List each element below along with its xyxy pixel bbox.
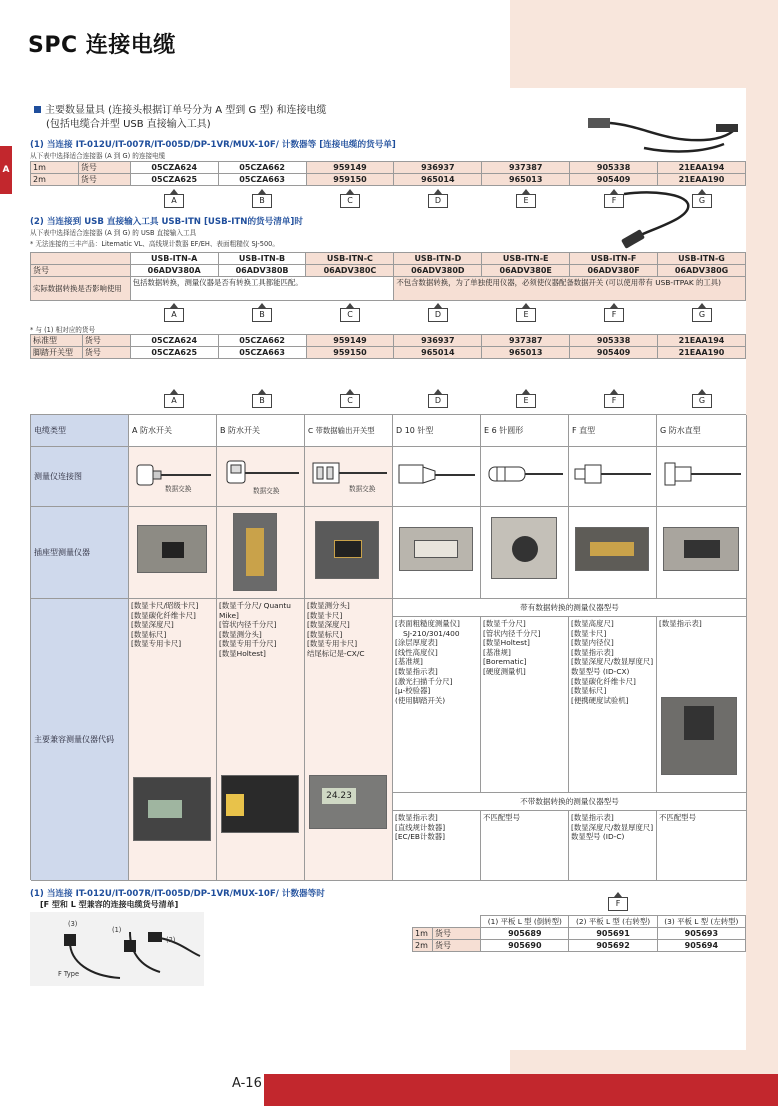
part-cell: 959150 <box>306 174 394 186</box>
model-cell: USB-ITN-F <box>570 253 658 265</box>
side-tab: A <box>0 146 12 194</box>
page-number: A-16 <box>232 1076 262 1091</box>
connector-d-icon <box>393 447 479 505</box>
micrometer-photo-b <box>221 775 299 833</box>
page-title: SPC 连接电缆 <box>28 33 176 58</box>
part-cell: 06ADV380B <box>218 265 306 277</box>
letter-marker: D <box>428 194 448 208</box>
without-switch-header: 不带数据转换的测量仪器型号 <box>393 793 747 811</box>
letter-marker: G <box>692 194 712 208</box>
column-header: (2) 平板 L 型 (右转型) <box>569 916 657 928</box>
part-cell: 21EAA194 <box>658 335 746 347</box>
socket-f-photo <box>575 527 649 571</box>
length-cell: 1m <box>31 162 79 174</box>
callout-3: (3) <box>68 920 78 928</box>
connector-a-icon <box>129 447 215 505</box>
letter-marker: G <box>692 308 712 322</box>
part-cell: 05CZA625 <box>130 347 218 359</box>
f-type-label: F Type <box>58 970 80 978</box>
connector-diagram-cell <box>393 447 481 507</box>
part-cell: 965013 <box>482 347 570 359</box>
codes-col-d-without: [数显指示表] [直线规计数器] [EC/EB计数器] <box>393 811 481 881</box>
model-cell: USB-ITN-C <box>306 253 394 265</box>
part-cell: 05CZA662 <box>218 335 306 347</box>
part-cell: 05CZA624 <box>130 162 218 174</box>
part-cell: 05CZA663 <box>218 347 306 359</box>
type-header: C 带数据输出开关型 <box>305 415 393 447</box>
codes-col-e-without: 不匹配型号 <box>481 811 569 881</box>
section2-cable-table <box>30 334 746 359</box>
intro-line1: 主要数显量具 (连接头根据订单号分为 A 型到 G 型) 和连接电缆 <box>45 105 327 116</box>
socket-g-photo <box>663 527 739 571</box>
codes-col-f-without: [数显指示表] [数显深度尺/数显厚度尺] 数显型号 (ID-C) <box>569 811 657 881</box>
part-cell: 959149 <box>306 335 394 347</box>
letter-marker: E <box>516 308 536 322</box>
square-bullet-icon <box>34 106 41 113</box>
type-cell: 脚踏开关型 <box>31 347 83 359</box>
codes-col-e-with: [数显千分尺] [管状内径千分尺] [数显Holtest] [基准规] [Borematic] [硬度测量机] <box>481 617 569 793</box>
cable-image-1 <box>584 114 744 156</box>
part-cell: 06ADV380G <box>658 265 746 277</box>
type-header: B 防水开关 <box>217 415 305 447</box>
codes-col-f-with: [数显高度尺] [数显卡尺] [数显内径仪] [数显指示表] [数显深度尺/数显厚度尺] 数显型号 (ID-CX) [数显碳化纤维卡尺] [数显标尺] [便携硬度试验机] <box>569 617 657 793</box>
model-cell: USB-ITN-B <box>218 253 306 265</box>
part-cell: 05CZA624 <box>130 335 218 347</box>
part-cell: 06ADV380E <box>482 265 570 277</box>
part-cell: 06ADV380F <box>570 265 658 277</box>
intro-line2: (包括电缆合并型 USB 直接输入工具) <box>46 119 211 130</box>
compatibility-grid <box>30 414 746 880</box>
part-cell: 905692 <box>569 940 657 952</box>
codes-col-g-without: 不匹配型号 <box>657 811 747 881</box>
section3-subtitle: [F 型和 L 型兼容的连接电缆货号清单] <box>40 900 179 909</box>
caliper-photo-c <box>309 775 387 829</box>
socket-cell <box>569 507 657 599</box>
section2-subtitle: 从下表中选择适合连接器 (A 到 G) 的 USB 直接输入工具 <box>30 229 197 237</box>
switch-note-abc: 包括数据转换，测量仪器是否有转换工具都能匹配。 <box>130 277 394 301</box>
socket-cell <box>305 507 393 599</box>
letter-marker: E <box>516 194 536 208</box>
part-cell: 936937 <box>394 335 482 347</box>
part-cell: 06ADV380C <box>306 265 394 277</box>
codes-col-g-with: [数显指示表] <box>657 617 747 793</box>
part-cell: 21EAA194 <box>658 162 746 174</box>
label-cell: 货号 <box>78 174 130 186</box>
letter-marker: D <box>428 394 448 408</box>
label-cell: 货号 <box>433 928 481 940</box>
part-cell: 905691 <box>569 928 657 940</box>
column-header: (3) 平板 L 型 (左转型) <box>657 916 745 928</box>
socket-cell <box>217 507 305 599</box>
section1-table <box>30 161 746 186</box>
socket-cell <box>129 507 217 599</box>
part-cell: 05CZA625 <box>130 174 218 186</box>
part-cell: 05CZA662 <box>218 162 306 174</box>
length-cell: 1m <box>413 928 433 940</box>
table-row <box>31 277 746 301</box>
table-row <box>413 940 746 952</box>
column-header: (1) 平板 L 型 (倒转型) <box>481 916 569 928</box>
indicator-photo-g <box>661 697 737 775</box>
model-cell: USB-ITN-A <box>130 253 218 265</box>
type-header: A 防水开关 <box>129 415 217 447</box>
socket-d-photo <box>399 527 473 571</box>
section1-subtitle: 从下表中选择适合连接器 (A 到 G) 的连接电缆 <box>30 152 166 160</box>
section3-table <box>412 915 746 952</box>
codes-col-a: [数显卡尺/昭级卡尺] [数显碳化纤维卡尺] [数显深度尺] [数显标尺] [数显专用卡尺] <box>129 599 217 881</box>
connector-diagram-cell <box>129 447 217 507</box>
letter-marker: C <box>340 194 360 208</box>
letter-marker: G <box>692 394 712 408</box>
type-cell: 标准型 <box>31 335 83 347</box>
part-cell: 905338 <box>570 162 658 174</box>
model-cell: USB-ITN-D <box>394 253 482 265</box>
connector-diagram-cell <box>657 447 747 507</box>
part-cell: 905409 <box>570 174 658 186</box>
part-cell: 965013 <box>482 174 570 186</box>
part-cell: 936937 <box>394 162 482 174</box>
connector-diagram-cell <box>569 447 657 507</box>
connector-e-icon <box>481 447 567 505</box>
part-cell: 05CZA663 <box>218 174 306 186</box>
same-number-note: * 与 (1) 相对应的货号 <box>30 326 96 334</box>
switch-note-defg: 不包含数据转换，为了单独使用仪器，必须使仪器配备数据开关 (可以使用带有 USB-ITPAK 的工具) <box>394 277 746 301</box>
letter-marker: B <box>252 394 272 408</box>
part-cell: 905689 <box>481 928 569 940</box>
table-row <box>413 916 746 928</box>
data-switch-label: 数据交换 <box>253 487 280 495</box>
callout-1: (1) <box>112 926 122 934</box>
f-type-cable-image <box>30 912 204 986</box>
label-cell: 货号 <box>433 940 481 952</box>
type-header: G 防水直型 <box>657 415 747 447</box>
part-cell: 21EAA190 <box>658 347 746 359</box>
connector-b-icon <box>217 447 303 505</box>
connector-g-icon <box>657 447 745 505</box>
table-row <box>31 265 746 277</box>
letter-marker: F <box>604 394 624 408</box>
letter-marker: F <box>604 194 624 208</box>
type-header: E 6 针圆形 <box>481 415 569 447</box>
with-switch-header: 带有数据转换的测量仪器型号 <box>393 599 747 617</box>
part-cell: 905338 <box>570 335 658 347</box>
connector-f-icon <box>569 447 655 505</box>
part-cell: 06ADV380D <box>394 265 482 277</box>
socket-cell <box>481 507 569 599</box>
type-header: F 直型 <box>569 415 657 447</box>
letter-marker: B <box>252 308 272 322</box>
letter-marker: E <box>516 394 536 408</box>
socket-cell <box>393 507 481 599</box>
letter-marker: C <box>340 308 360 322</box>
letter-marker: F <box>604 308 624 322</box>
part-cell: 21EAA190 <box>658 174 746 186</box>
footer-bar <box>264 1074 778 1106</box>
part-cell: 965014 <box>394 174 482 186</box>
row-label: 主要兼容测量仪器代码 <box>31 599 129 881</box>
section2-note: * 无法连接的三丰产品：Litematic VL、高线规计数器 EF/EH、表面粗糙仪 SJ-500。 <box>30 240 279 248</box>
part-cell: 905690 <box>481 940 569 952</box>
model-cell: USB-ITN-G <box>658 253 746 265</box>
usb-cable-image <box>614 188 694 252</box>
socket-b-photo <box>233 513 277 591</box>
part-cell: 905694 <box>657 940 745 952</box>
part-cell: 959149 <box>306 162 394 174</box>
connector-diagram-cell <box>305 447 393 507</box>
part-cell: 959150 <box>306 347 394 359</box>
table-row <box>31 347 746 359</box>
part-cell: 937387 <box>482 335 570 347</box>
socket-cell <box>657 507 747 599</box>
table-row <box>31 253 746 265</box>
row-label: 测量仪连接图 <box>31 447 129 507</box>
label-cell: 货号 <box>31 265 131 277</box>
letter-marker: A <box>164 194 184 208</box>
model-cell: USB-ITN-E <box>482 253 570 265</box>
part-cell: 06ADV380A <box>130 265 218 277</box>
data-switch-label: 数据交换 <box>165 485 192 493</box>
codes-col-b: [数显千分尺/ Quantu Mike] [管状内径千分尺] [数显测分头] [数显专用千分尺] [数显Holtest] <box>217 599 305 881</box>
switch-label: 实际数据转换是否影响使用 <box>31 277 131 301</box>
part-cell: 965014 <box>394 347 482 359</box>
section1-title: (1) 当连接 IT-012U/IT-007R/IT-005D/DP-1VR/MUX-10F/ 计数器等 [连接电缆的货号单] <box>30 140 396 150</box>
part-cell: 937387 <box>482 162 570 174</box>
connector-diagram-cell <box>481 447 569 507</box>
socket-a-photo <box>137 525 207 573</box>
f-type-cable-icon <box>30 912 204 986</box>
letter-marker: A <box>164 394 184 408</box>
row-label: 插座型测量仪器 <box>31 507 129 599</box>
label-cell: 货号 <box>82 347 130 359</box>
lcd-reading: 24.23 <box>322 788 356 804</box>
table-row <box>413 928 746 940</box>
letter-marker: A <box>164 308 184 322</box>
label-cell: 货号 <box>78 162 130 174</box>
section2-table <box>30 252 746 301</box>
part-cell: 905409 <box>570 347 658 359</box>
socket-e-photo <box>491 517 557 579</box>
letter-marker: F <box>608 897 628 911</box>
data-switch-label: 数据交换 <box>349 485 376 493</box>
label-cell: 货号 <box>82 335 130 347</box>
socket-c-photo <box>315 521 379 579</box>
table-row <box>31 335 746 347</box>
length-cell: 2m <box>413 940 433 952</box>
table-row <box>31 174 746 186</box>
type-header: D 10 针型 <box>393 415 481 447</box>
part-cell: 905693 <box>657 928 745 940</box>
table-row <box>31 162 746 174</box>
callout-2: (2) <box>166 936 176 944</box>
length-cell: 2m <box>31 174 79 186</box>
row-label: 电缆类型 <box>31 415 129 447</box>
section3-title: (1) 当连接 IT-012U/IT-007R/IT-005D/DP-1VR/MUX-10F/ 计数器等时 <box>30 889 325 899</box>
letter-marker: D <box>428 308 448 322</box>
intro-heading <box>34 104 326 117</box>
letter-marker: B <box>252 194 272 208</box>
section2-title: (2) 当连接到 USB 直接输入工具 USB-ITN [USB-ITN的货号清单]时 <box>30 217 303 227</box>
connector-c-icon <box>305 447 391 505</box>
connector-diagram-cell <box>217 447 305 507</box>
codes-col-c: [数显测分头] [数显卡尺] [数显深度尺] [数显标尺] [数显专用卡尺] 结尾标记是-CX/C 24.23 <box>305 599 393 881</box>
caliper-photo-a <box>133 777 211 841</box>
codes-col-d-with: [表面粗糙度测量仪] SJ-210/301/400 [涂层厚度表] [线性高度仪] [基准规] [数显指示表] [激光扫描千分尺] [μ-校验器] (使用脚踏开关) <box>393 617 481 793</box>
letter-marker: C <box>340 394 360 408</box>
